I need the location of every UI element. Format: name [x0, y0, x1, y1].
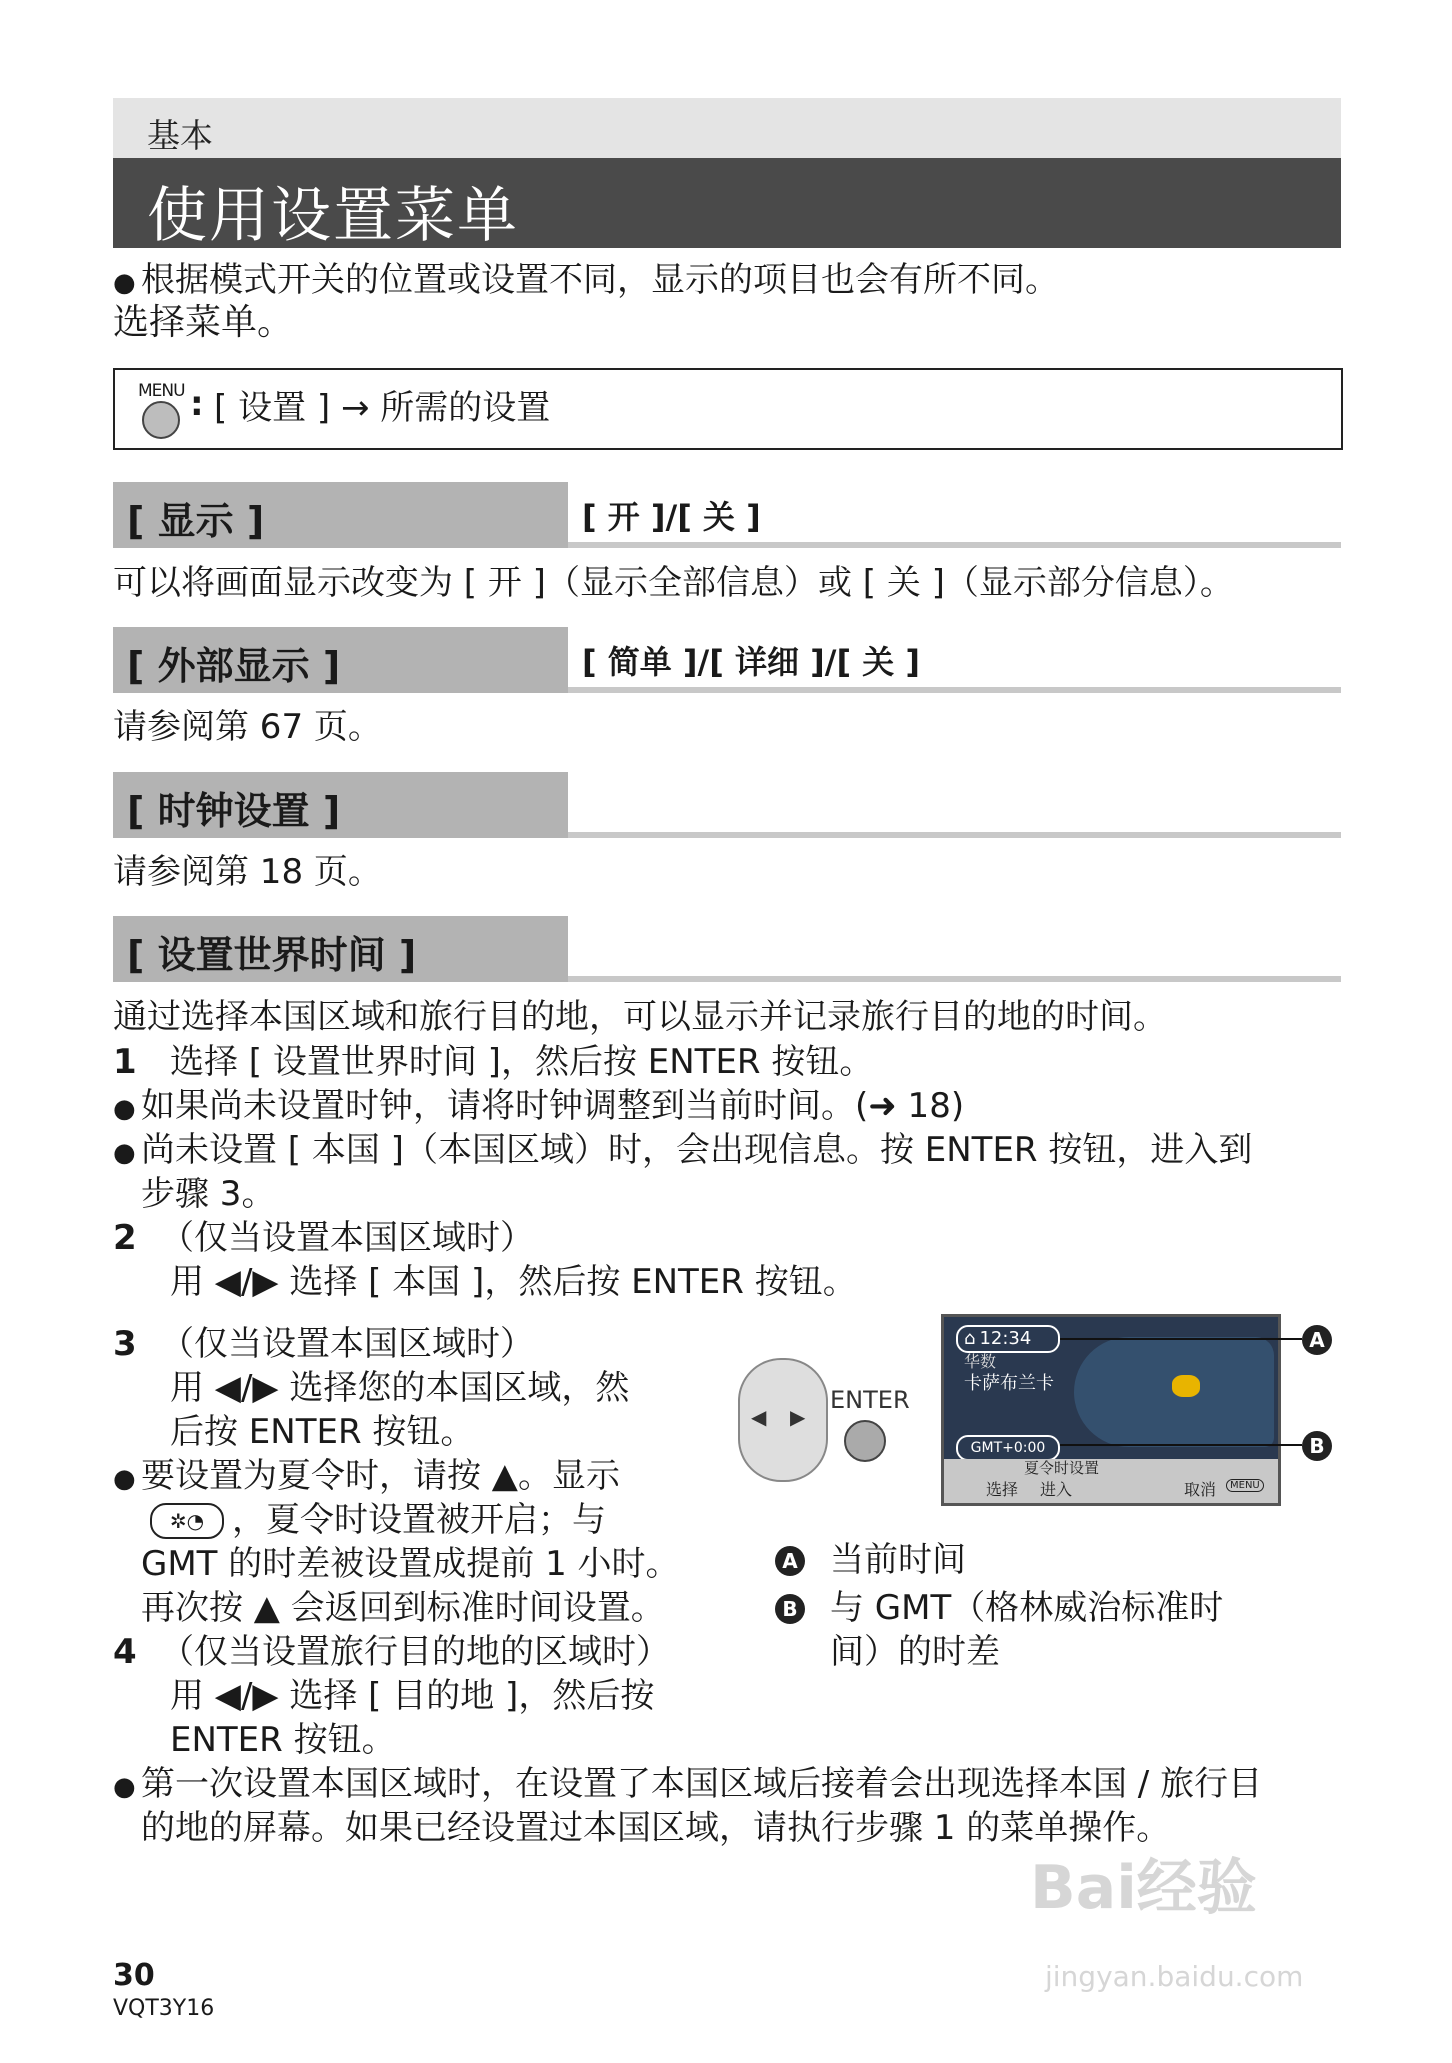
page-title: 使用设置菜单	[147, 181, 519, 251]
screen-cancel: 取消	[1184, 1480, 1217, 1499]
callout-line-a	[1060, 1338, 1302, 1340]
step-text: 用 ◀/▶ 选择 [ 本国 ]，然后按 ENTER 按钮。	[170, 1262, 857, 1302]
setting-label: [ 显示 ]	[127, 499, 265, 543]
bullet-text: 再次按 ▲ 会返回到标准时间设置。	[141, 1588, 665, 1628]
screen-city: 卡萨布兰卡	[964, 1373, 1054, 1394]
setting-value: [ 简单 ]/[ 详细 ]/[ 关 ]	[582, 643, 920, 681]
setting-label: [ 外部显示 ]	[127, 644, 341, 688]
setting-desc: 请参阅第 67 页。	[113, 707, 382, 747]
step-number: 4	[113, 1632, 137, 1672]
step-text: 后按 ENTER 按钮。	[170, 1412, 475, 1452]
intro-note: 根据模式开关的位置或设置不同，显示的项目也会有所不同。	[141, 260, 1059, 300]
step-text: ENTER 按钮。	[170, 1720, 396, 1760]
step-condition: （仅当设置本国区域时）	[160, 1218, 534, 1258]
select-menu-text: 选择菜单。	[113, 302, 294, 343]
screen-title: 夏令时设置	[1024, 1459, 1100, 1477]
legend-marker-b: B	[775, 1594, 805, 1624]
setting-label: [ 设置世界时间 ]	[127, 933, 417, 977]
step-text: 选择 [ 设置世界时间 ]，然后按 ENTER 按钮。	[170, 1042, 874, 1082]
bullet-icon: ●	[113, 268, 136, 298]
setting-desc: 请参阅第 18 页。	[113, 852, 382, 892]
screen-select: 选择	[986, 1480, 1019, 1499]
bullet-text: 第一次设置本国区域时，在设置了本国区域后接着会出现选择本国 / 旅行目	[141, 1764, 1263, 1804]
dst-icon: ✲◔	[150, 1503, 224, 1539]
step-number: 1	[113, 1042, 137, 1082]
category-band	[113, 98, 1341, 158]
screen-city-top: 华数	[964, 1352, 997, 1371]
setting-desc: 可以将画面显示改变为 [ 开 ]（显示全部信息）或 [ 关 ]（显示部分信息）。	[113, 563, 1234, 603]
enter-button-icon	[844, 1420, 886, 1462]
menu-colon: :	[190, 384, 204, 424]
row-rule	[568, 687, 1341, 693]
step-number: 3	[113, 1324, 137, 1364]
screen-enter: 进入	[1040, 1480, 1073, 1499]
row-rule	[568, 832, 1341, 838]
highlighted-region	[1172, 1375, 1200, 1397]
bullet-icon: ●	[113, 1464, 136, 1494]
bullet-icon: ●	[113, 1138, 136, 1168]
menu-button-icon	[142, 401, 180, 439]
current-time: 12:34	[979, 1328, 1032, 1349]
callout-b: B	[1302, 1431, 1332, 1461]
bullet-text: 步骤 3。	[141, 1174, 276, 1214]
bullet-icon: ●	[113, 1094, 136, 1124]
category-label: 基本	[147, 116, 213, 155]
step-text: 用 ◀/▶ 选择 [ 目的地 ]，然后按	[170, 1676, 655, 1716]
gmt-offset: GMT+0:00	[956, 1435, 1060, 1461]
setting-desc: 通过选择本国区域和旅行目的地，可以显示并记录旅行目的地的时间。	[113, 997, 1167, 1037]
screen-menu-icon: MENU	[1226, 1479, 1264, 1492]
bullet-text: 要设置为夏令时，请按 ▲。显示	[141, 1456, 620, 1496]
callout-a: A	[1302, 1325, 1332, 1355]
row-rule	[568, 542, 1341, 548]
watermark-url: jingyan.baidu.com	[1045, 1960, 1304, 1993]
bullet-icon: ●	[113, 1772, 136, 1802]
enter-label: ENTER	[830, 1386, 910, 1414]
left-arrow-icon: ◀	[751, 1405, 767, 1429]
setting-value: [ 开 ]/[ 关 ]	[582, 498, 761, 536]
right-arrow-icon: ▶	[790, 1405, 806, 1429]
legend-marker-a: A	[775, 1546, 805, 1576]
legend-b: 间）的时差	[830, 1632, 1000, 1672]
world-time-screen	[941, 1314, 1281, 1506]
menu-path-text: [ 设置 ] → 所需的设置	[214, 388, 551, 428]
model-code: VQT3Y16	[113, 1996, 215, 2021]
watermark-brand: Bai经验	[1030, 1853, 1257, 1923]
bullet-text: 尚未设置 [ 本国 ]（本国区域）时，会出现信息。按 ENTER 按钮，进入到	[141, 1130, 1253, 1170]
row-rule	[568, 976, 1341, 982]
bullet-text: 的地的屏幕。如果已经设置过本国区域，请执行步骤 1 的菜单操作。	[141, 1808, 1171, 1848]
home-icon: ⌂	[964, 1328, 976, 1349]
callout-line-b	[1060, 1444, 1302, 1446]
bullet-text: GMT 的时差被设置成提前 1 小时。	[141, 1544, 680, 1584]
step-condition: （仅当设置旅行目的地的区域时）	[160, 1632, 670, 1672]
page-number: 30	[113, 1958, 155, 1993]
bullet-text: 如果尚未设置时钟，请将时钟调整到当前时间。(➜ 18)	[141, 1086, 965, 1126]
bullet-text: ，夏令时设置被开启；与	[232, 1500, 606, 1540]
legend-b: 与 GMT（格林威治标准时	[830, 1588, 1224, 1628]
step-condition: （仅当设置本国区域时）	[160, 1324, 534, 1364]
legend-a: 当前时间	[830, 1540, 966, 1580]
setting-label: [ 时钟设置 ]	[127, 789, 341, 833]
step-text: 用 ◀/▶ 选择您的本国区域，然	[170, 1368, 630, 1408]
menu-label: MENU	[138, 381, 185, 401]
step-number: 2	[113, 1218, 137, 1258]
